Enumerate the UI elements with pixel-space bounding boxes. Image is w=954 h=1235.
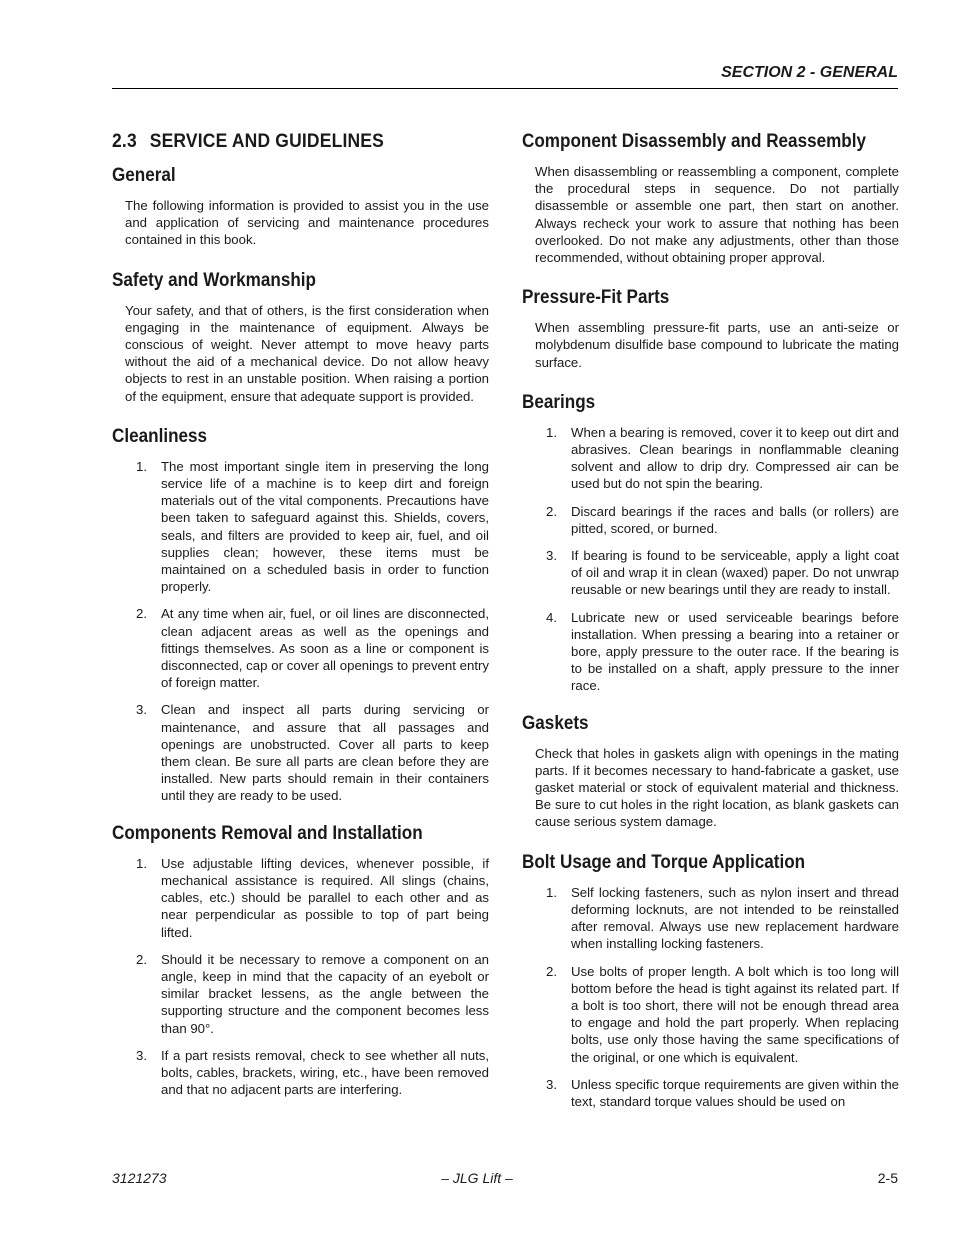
heading-bearings: Bearings (522, 391, 596, 413)
removal-list (112, 855, 489, 1099)
bolts-list (522, 884, 899, 1110)
title-number: 2.3 (112, 131, 137, 152)
section-header: SECTION 2 - GENERAL (721, 64, 898, 81)
safety-paragraph: Your safety, and that of others, is the first consideration when engaging in the maintenance of equipment. Always be conscious of weight. Never attempt to move heavy parts without the aid of a mechanical device. Do not allow heavy objects to rest in an unstable position. When raising a portion of the equipment, ensure that adequate support is provided. (125, 302, 489, 404)
footer-page-number: 2-5 (877, 1170, 898, 1186)
heading-gaskets: Gaskets (522, 712, 589, 734)
list-item: 2. Should it be necessary to remove a component on an angle, keep in mind that the capacity of an eyebolt or similar bracket lessens, as the angle between the supporting structure and the component becomes less than 90°. (136, 951, 489, 1036)
heading-safety: Safety and Workmanship (112, 269, 316, 291)
list-item: 3. Unless specific torque requirements are given within the text, standard torque values should be used on (546, 1076, 899, 1109)
heading-pressure-fit: Pressure-Fit Parts (522, 287, 670, 309)
list-item: 2. Discard bearings if the races and balls (or rollers) are pitted, scored, or burned. (546, 503, 899, 536)
list-item: 4. Lubricate new or used serviceable bearings before installation. When pressing a bearing into a retainer or bore, apply pressure to the outer race. If the bearing is to be installed on a shaft, apply pressure to the inner race. (546, 609, 899, 694)
general-paragraph: The following information is provided to assist you in the use and application of servicing and maintenance procedures contained in this book. (125, 198, 489, 248)
gaskets-paragraph: Check that holes in gaskets align with openings in the mating parts. If it becomes necessary to hand-fabricate a gasket, use gasket material or stock of equivalent material and thickness. Be sure to cut holes in the right location, as blank gaskets can cause serious system damage. (535, 745, 899, 830)
header-rule (112, 88, 898, 89)
pressure-fit-paragraph: When assembling pressure-fit parts, use an anti-seize or molybdenum disulfide base compound to lubricate the mating surface. (535, 320, 899, 370)
disassembly-paragraph: When disassembling or reassembling a component, complete the procedural steps in sequence. Do not partially disassemble or assemble one part, then start on another. Always recheck your work to assure that nothing has been overlooked. Do not make any adjustments, other than those recommended, without obtaining proper approval. (535, 164, 899, 266)
heading-bolt-usage: Bolt Usage and Torque Application (522, 851, 806, 873)
heading-cleanliness: Cleanliness (112, 425, 208, 447)
footer-doc-number: 3121273 (112, 1170, 167, 1186)
title-text: SERVICE AND GUIDELINES (149, 131, 384, 152)
left-column (112, 131, 489, 1116)
list-item: 2. At any time when air, fuel, or oil lines are disconnected, clean adjacent areas as well as the openings and fittings themselves. As soon as a line or component is disconnected, cap or cover all openings to prevent entry of foreign matter. (136, 606, 489, 691)
list-item: 3. Clean and inspect all parts during servicing or maintenance, and assure that all passages and openings are unobstructed. Cover all parts to keep them clean. Be sure all parts are clean before they are installed. New parts should remain in their containers until they are ready to be used. (136, 702, 489, 804)
heading-removal: Components Removal and Installation (112, 822, 423, 844)
list-item: 1. When a bearing is removed, cover it to keep out dirt and abrasives. Clean bearings in nonflammable cleaning solvent and allow to drip dry. Compressed air can be used but do not spin the bearing. (546, 424, 899, 492)
list-item: 2. Use bolts of proper length. A bolt which is too long will bottom before the head is tight against its related part. If a bolt is too short, there will not be enough thread area to engage and hold the part properly. When replacing bolts, use only those having the same specifications of the original, or one which is equivalent. (546, 963, 899, 1065)
list-item: 1. The most important single item in preserving the long service life of a machine is to keep dirt and foreign materials out of the vital components. Precautions have been taken to safeguard against this. Shields, covers, seals, and filters are provided to keep air, fuel, and oil supplies clean; however, these items must be maintained on a scheduled basis in order to function properly. (136, 458, 489, 595)
list-item: 1. Self locking fasteners, such as nylon insert and thread deforming locknuts, are not intended to be reinstalled after removal. Always use new replacement hardware when installing locking fasteners. (546, 884, 899, 952)
list-item: 3. If bearing is found to be serviceable, apply a light coat of oil and wrap it in clean (waxed) paper. Do not unwrap reusable or new bearings until they are ready to install. (546, 548, 899, 598)
page-title (112, 131, 459, 153)
heading-general: General (112, 165, 176, 186)
right-column (522, 131, 899, 1128)
cleanliness-list (112, 458, 489, 805)
bearings-list (522, 424, 899, 695)
list-item: 1. Use adjustable lifting devices, whenever possible, if mechanical assistance is required. All slings (chains, cables, etc.) should be parallel to each other and as near perpendicular as possible to top of part being lifted. (136, 855, 489, 940)
footer-brand: – JLG Lift – (441, 1170, 513, 1186)
list-item: 3. If a part resists removal, check to see whether all nuts, bolts, cables, brackets, wiring, etc., have been removed and that no adjacent parts are interfering. (136, 1047, 489, 1098)
heading-disassembly: Component Disassembly and Reassembly (522, 131, 867, 152)
